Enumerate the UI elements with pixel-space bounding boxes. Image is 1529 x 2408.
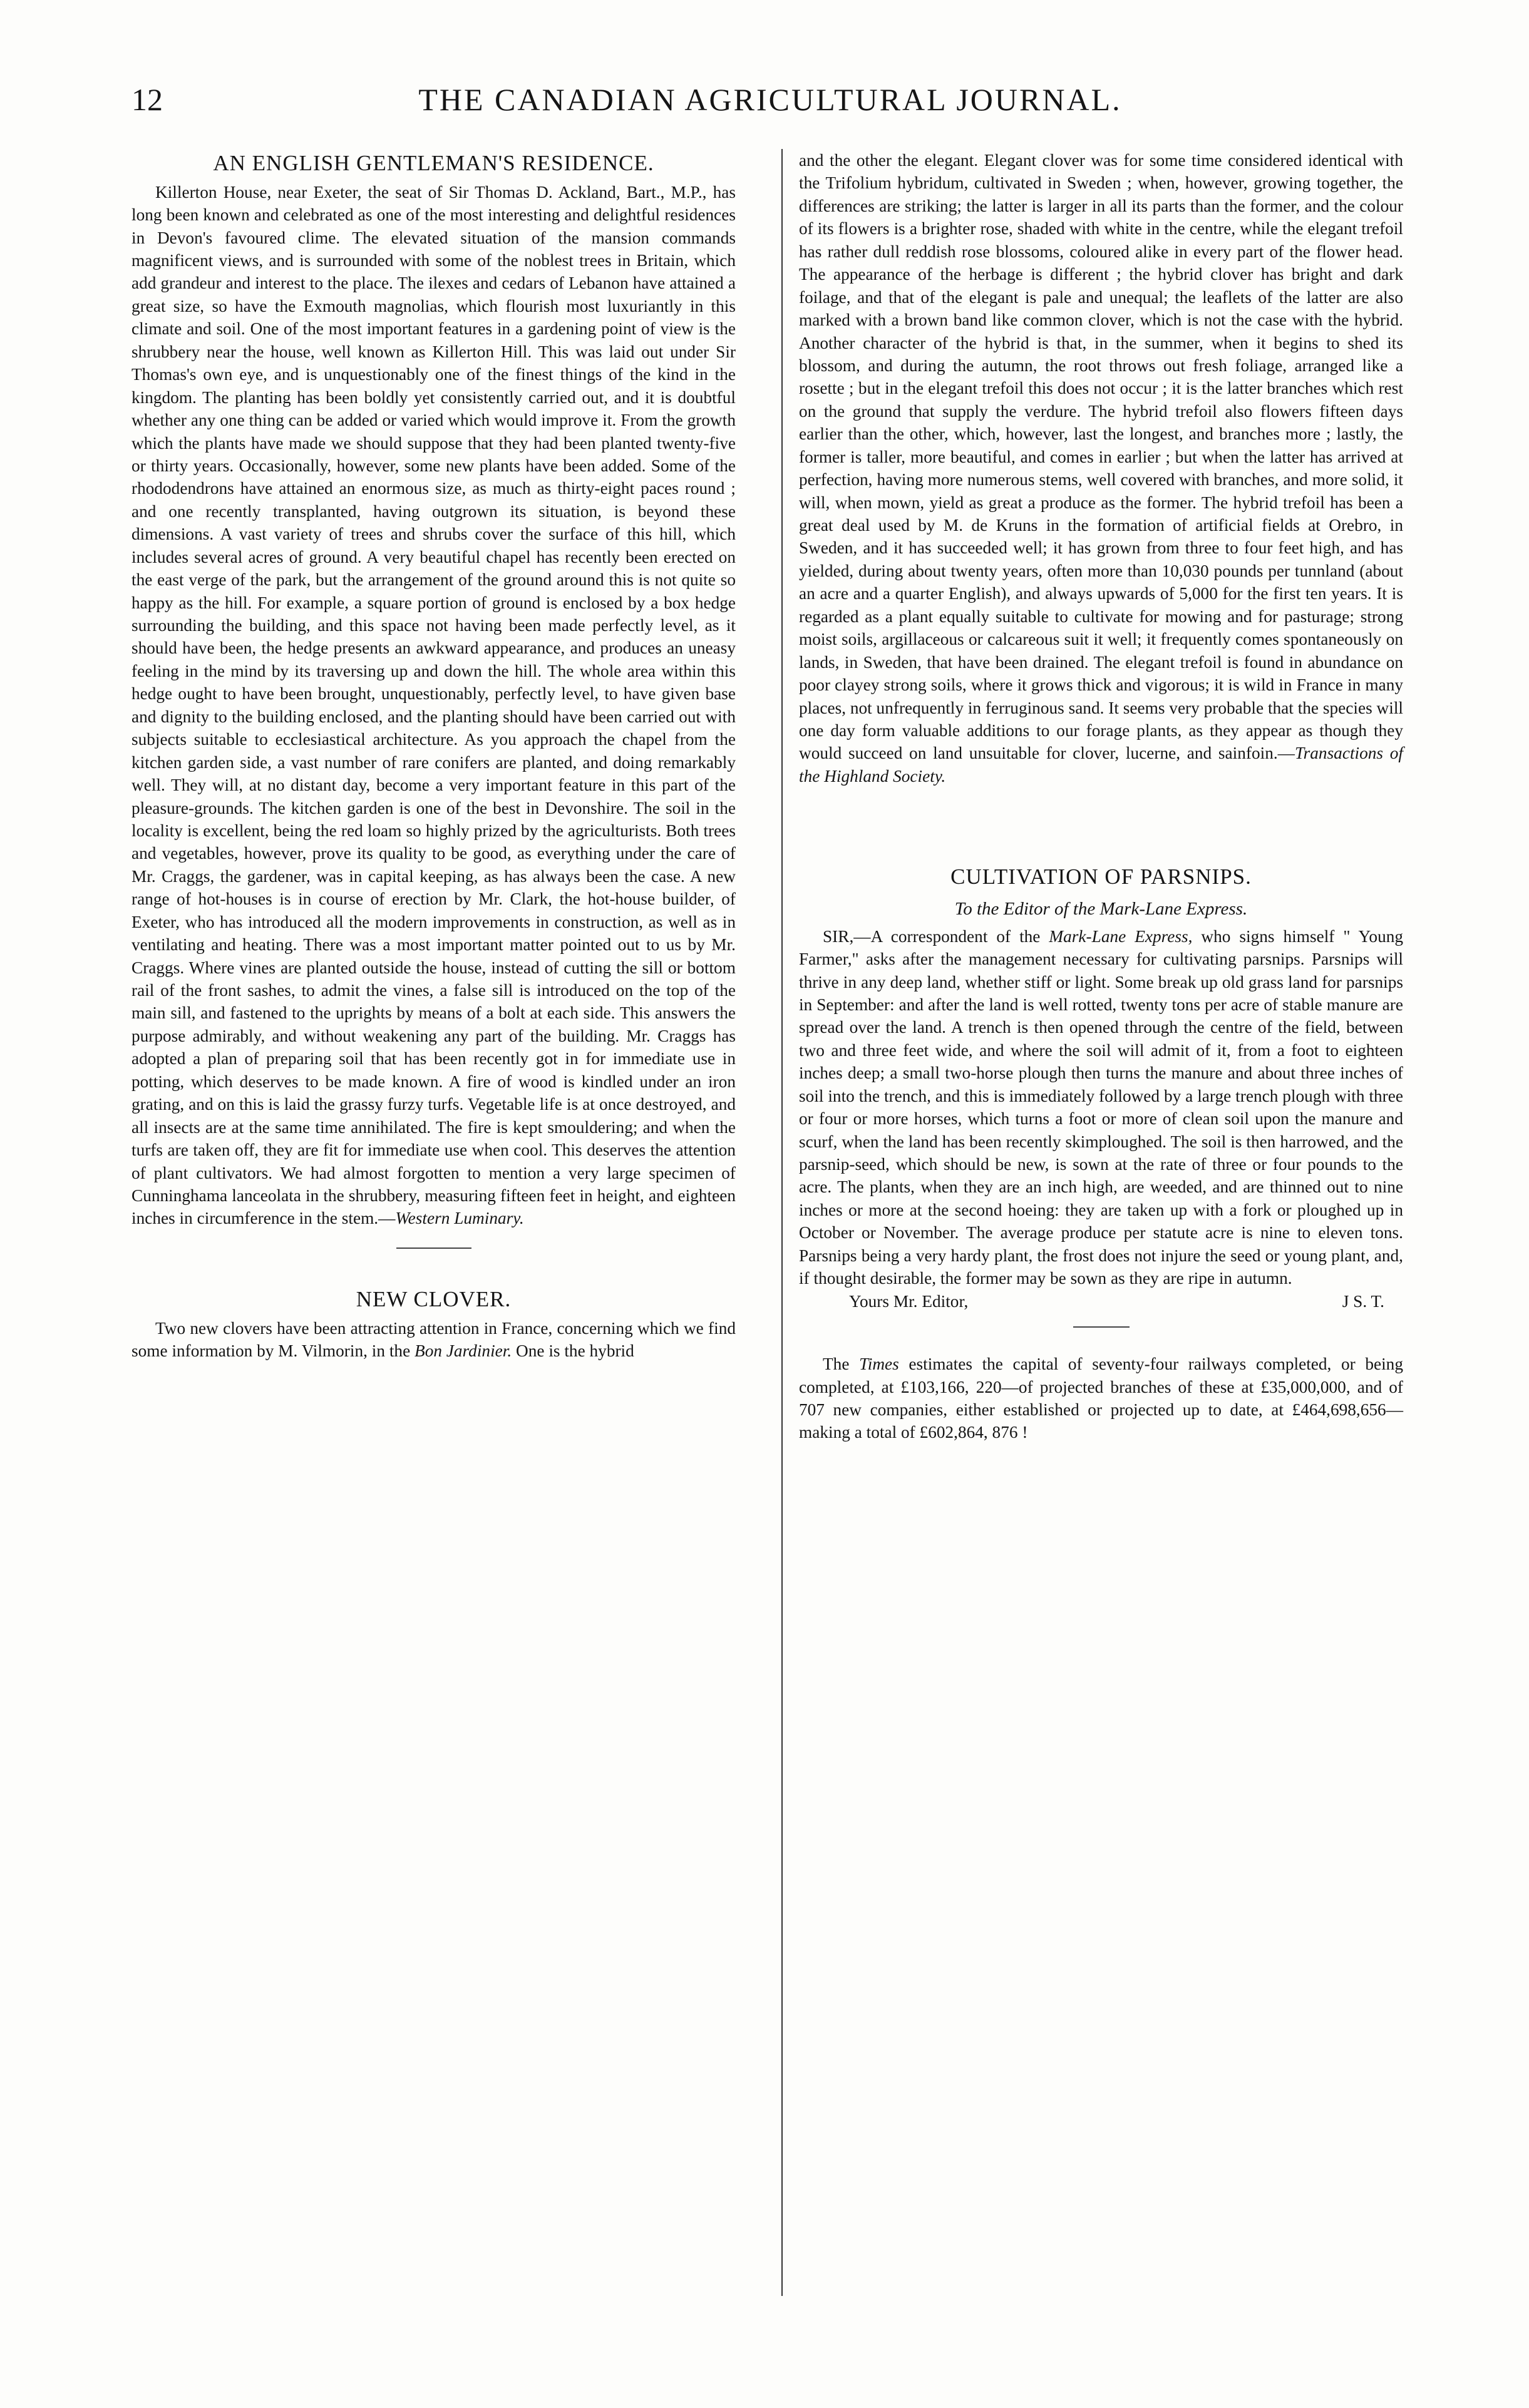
residence-source: Western Luminary. xyxy=(395,1209,524,1228)
parsnips-title: CULTIVATION OF PARSNIPS. xyxy=(950,864,1252,889)
clover-source: Transactions of the Highland Society. xyxy=(799,744,1403,786)
parsnips-closing: Yours Mr. Editor, xyxy=(849,1291,969,1311)
column-divider xyxy=(781,149,783,2296)
parsnips-body: who signs himself " Young Farmer," asks after the management necessary for cultivating parsnips. Parsnips will thrive in any deep land, whether stiff or light. Some break up old grass land for parsnips in September: and after the land is well rotted, twenty tons per acre of stable manure are spread over the land. A trench is then opened through the centre of the field, between two and three feet wide, and where the soil will admit of it, from a foot to eighteen inches deep; a small two-horse plough then turns the manure and about three inches of soil into the trench, and this is immediately followed by a large trench plough with three or four or more horses, which turns a foot or more of clean soil upon the manure and scurf, when the land has been recently skimploughed. The soil is then harrowed, and the parsnip-seed, which should be new, is sown at the rate of three or four pounds to the acre. The plants, when they are an inch high, are weeded, and are thinned out to nine inches or more at the second hoeing: they are taken up with a fork or ploughed up in October or November. The average produce per statute acre is nine to eleven tons. Parsnips being a very hardy plant, the frost does not injure the seed or young plant, and, if thought desirable, the former may be sown as they are ripe in autumn. xyxy=(799,926,1404,1288)
railways-lead: The xyxy=(823,1355,850,1374)
clover-book: Bon Jardinier. xyxy=(414,1341,512,1360)
clover-body-right: and the other the elegant. Elegant clover was for some time considered identical with the Trifolium hybridum, cultivated in Sweden ; when, however, growing together, the differences are striking; the latter is larger in all its parts than the former, and the colour of its flowers is a brighter rose, shaded with white in the centre, while the elegant trefoil has rather dull reddish rose blossoms, coloured alike in every part of the flower head. The appearance of the herbage is different ; the hybrid clover has bright and dark foilage, and that of the elegant is pale and unequal; the leaflets of the latter are also marked with a brown band like common clover, which is not the case with the hybrid. Another character of the hybrid is that, in the summer, when it begins to shed its blossom, and during the autumn, the root throws out fresh foliage, arranged like a rosette ; but in the elegant trefoil this does not occur ; it is the latter branches which rest on the ground that supply the verdure. The hybrid trefoil also flowers fifteen days earlier than the other, which, however, last the longest, and branches more ; lastly, the former is taller, more beautiful, and comes in earlier ; but when the latter has arrived at perfection, having more numerous stems, well covered with branches, and more solid, it will, when mown, yield as great a produce as the former. The hybrid trefoil has been a great deal used by M. de Kruns in the formation of artificial fields at Orebro, in Sweden, and it has succeeded well; it has grown from three to four feet high, and has yielded, during about twenty years, often more than 10,030 pounds per tunnland (about an acre and a quarter English), and always upwards of 5,000 for the first ten years. It is regarded as a plant equally suitable to cultivate for mowing and for pasturage; strong moist soils, argillaceous or calcareous suit it well; it frequently comes spontaneously on lands, in Sweden, that have been drained. The elegant trefoil is found in abundance on poor clayey strong soils, where it grows thick and vigorous; it is wild in France in many places, not unfrequently in ferruginous sand. It seems very probable that the species will one day form valuable additions to our forage plants, as they appear as though they would succeed on land unsuitable for clover, lucerne, and sainfoin. xyxy=(799,151,1403,763)
parsnips-letter xyxy=(799,925,1403,1290)
railways-body: estimates the capital of seventy-four railways completed, or being completed, at £103,166, 220—of projected branches of these at £35,000,000, and of 707 new companies, either established or projected up to date, at £464,698,656—making a total of £602,864, 876 ! xyxy=(799,1355,1403,1442)
clover-article-start xyxy=(131,1317,736,1363)
journal-title: THE CANADIAN AGRICULTURAL JOURNAL. xyxy=(418,82,1122,117)
clover-title: NEW CLOVER. xyxy=(356,1286,512,1311)
parsnips-lead: SIR,—A correspondent of the xyxy=(823,926,1041,946)
page-number: 12 xyxy=(131,82,163,117)
right-column xyxy=(799,149,1403,2296)
railways-note xyxy=(799,1353,1403,1444)
parsnips-subtitle: To the Editor of the Mark-Lane Express. xyxy=(954,898,1248,919)
clover-body-left-tail: One is the hybrid xyxy=(516,1341,634,1360)
parsnips-initials: J S. T. xyxy=(1342,1291,1384,1311)
left-column xyxy=(131,149,736,2296)
parsnips-paper: Mark-Lane Express, xyxy=(1049,926,1193,946)
residence-title: AN ENGLISH GENTLEMAN'S RESIDENCE. xyxy=(213,151,654,175)
article-separator xyxy=(1073,1326,1130,1328)
clover-body-left: Two new clovers have been attracting attention in France, concerning which we find some information by M. Vilmorin, in the xyxy=(131,1318,736,1360)
residence-article: Killerton House, near Exeter, the seat of Sir Thomas D. Ackland, Bart., M.P., has long been known and celebrated as one of the most interesting and delightful residences in Devon's favoured clime. The elevated situation of the mansion commands magnificent views, and is surrounded with some of the noblest trees in Britain, which add grandeur and interest to the place. The ilexes and cedars of Lebanon have attained a great size, so have the Exmouth magnolias, which flourish most luxuriantly in this climate and soil. One of the most important features in a gardening point of view is the shrubbery near the house, well known as Killerton Hill. This was laid out under Sir Thomas's own eye, and is unquestionably one of the finest things of the kind in the kingdom. The planting has been boldly yet consistently carried out, and it is doubtful whether any one thing can be added or varied which would improve it. From the growth which the plants have made we should suppose that they had been planted twenty-five or thirty years. Occasionally, however, some new plants have been added. Some of the rhododendrons have attained an enormous size, as much as thirty-eight paces round ; and one recently transplanted, having outgrown its situation, is beyond these dimensions. A vast variety of trees and shrubs cover the surface of this hill, which includes several acres of ground. A very beautiful chapel has recently been erected on the east verge of the park, but the arrangement of the ground around this is not quite so happy as the hill. For example, a square portion of ground is enclosed by a box hedge surrounding the building, and this space not having been made perfectly level, as it should have been, the hedge presents an awkward appearance, and produces an uneasy feeling in the mind by its traversing up and down the hill. The whole area within this hedge ought to have been brought, unquestionably, perfectly level, to have given base and dignity to the building enclosed, and the planting should have been carried out with subjects suitable to ecclesiastical architecture. As you approach the chapel from the kitchen garden side, a vast number of rare conifers are planted, and doing remarkably well. They will, at no distant day, become a very important feature in this part of the pleasure-grounds. The kitchen garden is one of the best in Devonshire. The soil in the locality is excellent, being the red loam so highly prized by the agriculturists. Both trees and vegetables, however, prove its quality to be good, as everything under the care of Mr. Craggs, the gardener, was in capital keeping, as has always been the case. A new range of hot-houses is in course of erection by Mr. Clark, the hot-house builder, of Exeter, who has introduced all the modern improvements in construction, as well as in ventilating and heating. There was a most important matter pointed out to us by Mr. Craggs. Where vines are planted outside the house, instead of cutting the sill or bottom rail of the front sashes, to admit the vines, a false sill is introduced on the top of the main sill, and fastened to the uprights by means of a bolt at each side. This answers the purpose admirably, and without weakening any part of the building. Mr. Craggs has adopted a plan of preparing soil that has been recently got in for immediate use in potting, which deserves to be made known. A fire of wood is kindled under an iron grating, and on this is laid the grassy furzy turfs. Vegetable life is at once destroyed, and all insects are at the same time annihilated. The fire is kept smouldering; and when the turfs are taken off, they are fit for immediate use when cool. This deserves the attention of plant cultivators. We had almost forgotten to mention a very large specimen of Cunninghama lanceolata in the shrubbery, measuring fifteen feet in height, and eighteen inches in circumference in the stem.—Western Luminary. xyxy=(131,182,736,1228)
railways-paper: Times xyxy=(859,1355,899,1374)
parsnips-signature xyxy=(799,1290,1403,1313)
article-separator xyxy=(396,1248,471,1249)
page-header xyxy=(131,81,1409,131)
residence-body: Killerton House, near Exeter, the seat of Sir Thomas D. Ackland, Bart., M.P., has long been known and celebrated as one of the most interesting and delightful residences in Devon's favoured clime. The elevated situation of the mansion commands magnificent views, and is surrounded with some of the noblest trees in Britain, which add grandeur and interest to the place. The ilexes and cedars of Lebanon have attained a great size, so have the Exmouth magnolias, which flourish most luxuriantly in this climate and soil. One of the most important features in a gardening point of view is the shrubbery near the house, well known as Killerton Hill. This was laid out under Sir Thomas's own eye, and is unquestionably one of the finest things of the kind in the kingdom. The planting has been boldly yet consistently carried out, and it is doubtful whether any one thing can be added or varied which would improve it. From the growth which the plants have made we should suppose that they had been planted twenty-five or thirty years. Occasionally, however, some new plants have been added. Some of the rhododendrons have attained an enormous size, as much as thirty-eight paces round ; and one recently transplanted, having outgrown its situation, is beyond these dimensions. A vast variety of trees and shrubs cover the surface of this hill, which includes several acres of ground. A very beautiful chapel has recently been erected on the east verge of the park, but the arrangement of the ground around this is not quite so happy as the hill. For example, a square portion of ground is enclosed by a box hedge surrounding the building, and this space not having been made perfectly level, as it should have been, the hedge presents an awkward appearance, and produces an uneasy feeling in the mind by its traversing up and down the hill. The whole area within this hedge ought to have been brought, unquestionably, perfectly level, to have given base and dignity to the building enclosed, and the planting should have been carried out with subjects suitable to ecclesiastical architecture. As you approach the chapel from the kitchen garden side, a vast number of rare conifers are planted, and doing remarkably well. They will, at no distant day, become a very important feature in this part of the pleasure-grounds. The kitchen garden is one of the best in Devonshire. The soil in the locality is excellent, being the red loam so highly prized by the agriculturists. Both trees and vegetables, however, prove its quality to be good, as everything under the care of Mr. Craggs, the gardener, was in capital keeping, as has always been the case. A new range of hot-houses is in course of erection by Mr. Clark, the hot-house builder, of Exeter, who has introduced all the modern improvements in construction, as well as in ventilating and heating. There was a most important matter pointed out to us by Mr. Craggs. Where vines are planted outside the house, instead of cutting the sill or bottom rail of the front sashes, to admit the vines, a false sill is introduced on the top of the main sill, and fastened to the uprights by means of a bolt at each side. This answers the purpose admirably, and without weakening any part of the building. Mr. Craggs has adopted a plan of preparing soil that has been recently got in for immediate use in potting, which deserves to be made known. A fire of wood is kindled under an iron grating, and on this is laid the grassy furzy turfs. Vegetable life is at once destroyed, and all insects are at the same time annihilated. The fire is kept smouldering; and when the turfs are taken off, they are fit for immediate use when cool. This deserves the attention of plant cultivators. We had almost forgotten to mention a very large specimen of Cunninghama lanceolata in the shrubbery, measuring fifteen feet in height, and eighteen inches in circumference in the stem. xyxy=(131,182,736,1228)
clover-article-continued: and the other the elegant. Elegant clover was for some time considered identical with the Trifolium hybridum, cultivated in Sweden ; when, however, growing together, the differences are striking; the latter is larger in all its parts than the former, and the colour of its flowers is a brighter rose, shaded with white in the centre, while the elegant trefoil has rather dull reddish rose blossoms, coloured alike in every part of the flower head. The appearance of the herbage is different ; the hybrid clover has bright and dark foilage, and that of the elegant is pale and unequal; the leaflets of the latter are also marked with a brown band like common clover, which is not the case with the hybrid. Another character of the hybrid is that, in the summer, when it begins to shed its blossom, and during the autumn, the root throws out fresh foliage, arranged like a rosette ; but in the elegant trefoil this does not occur ; it is the latter branches which rest on the ground that supply the verdure. The hybrid trefoil also flowers fifteen days earlier than the other, which, however, last the longest, and branches more ; lastly, the former is taller, more beautiful, and comes in earlier ; but when the latter has arrived at perfection, having more numerous stems, well covered with branches, and more solid, it will, when mown, yield as great a produce as the former. The hybrid trefoil has been a great deal used by M. de Kruns in the formation of artificial fields at Orebro, in Sweden, and it has succeeded well; it has grown from three to four feet high, and has yielded, during about twenty years, often more than 10,030 pounds per tunnland (about an acre and a quarter English), and always upwards of 5,000 for the first ten years. It is regarded as a plant equally suitable to cultivate for mowing and for pasturage; strong moist soils, argillaceous or calcareous suit it well; it frequently comes spontaneously on lands, in Sweden, that have been drained. The elegant trefoil is found in abundance on poor clayey strong soils, where it grows thick and vigorous; it is wild in France in many places, not unfrequently in ferruginous sand. It seems very probable that the species will one day form valuable additions to our forage plants, as they appear as though they would succeed on land unsuitable for clover, lucerne, and sainfoin.—Transactions of the Highland Society. xyxy=(799,151,1403,786)
